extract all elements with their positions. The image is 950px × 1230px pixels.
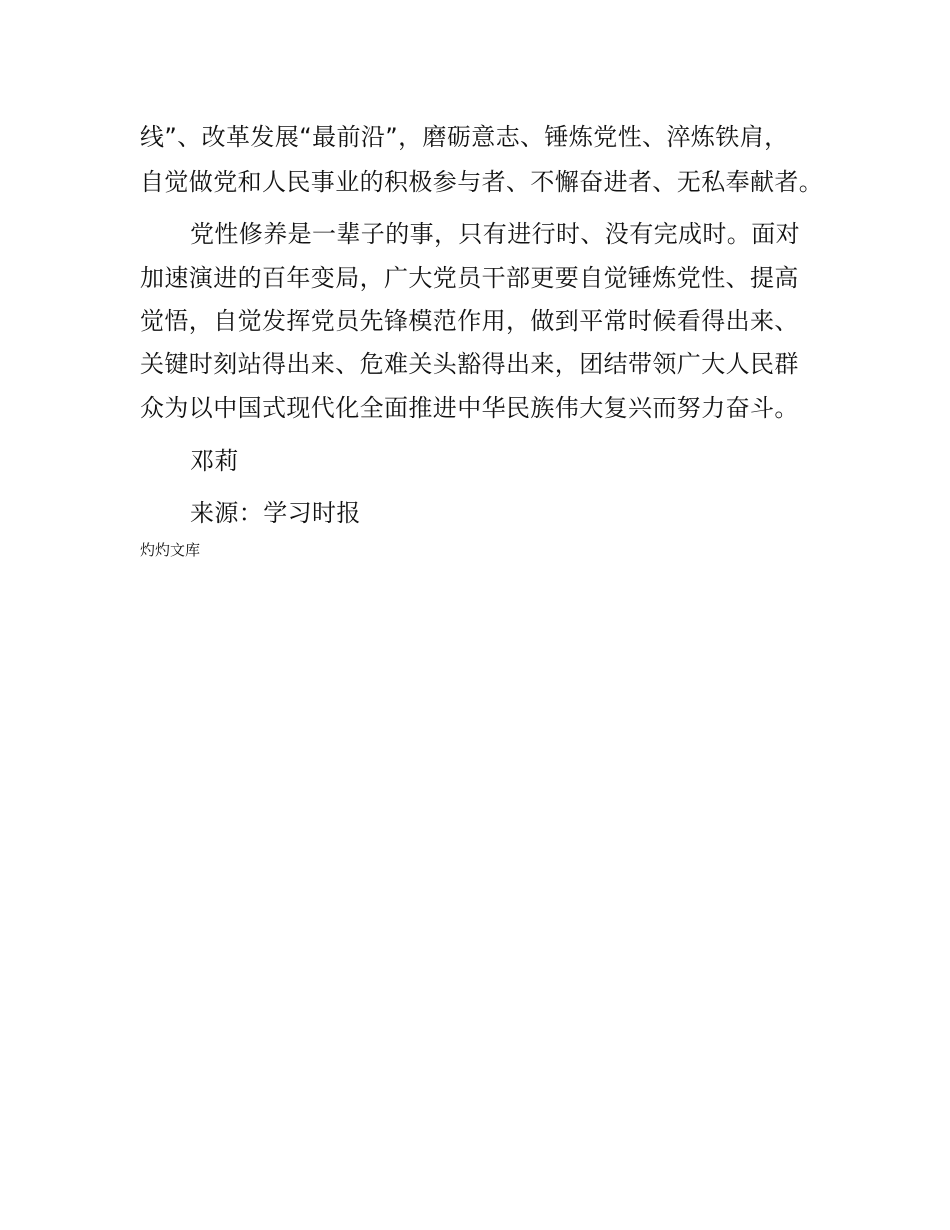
author-name: 邓莉 [190, 447, 239, 475]
paragraph-1-line-2: 自觉做党和人民事业的积极参与者、不懈奋进者、无私奉献者。 [140, 168, 824, 196]
paragraph-2-line-4: 关键时刻站得出来、危难关头豁得出来，团结带领广大人民群 [140, 350, 799, 378]
paragraph-2-line-2: 加速演进的百年变局，广大党员干部更要自觉锤炼党性、提高 [140, 264, 799, 292]
footer-watermark-text: 灼灼文库 [140, 541, 201, 559]
paragraph-1-line-1: 线”、改革发展“最前沿”，磨砺意志、锤炼党性、淬炼铁肩， [140, 123, 789, 151]
paragraph-2-line-5: 众为以中国式现代化全面推进中华民族伟大复兴而努力奋斗。 [140, 394, 799, 422]
paragraph-2-line-1: 党性修养是一辈子的事，只有进行时、没有完成时。面对 [190, 220, 800, 248]
paragraph-2-line-3: 觉悟，自觉发挥党员先锋模范作用，做到平常时候看得出来、 [140, 307, 799, 335]
source-line: 来源：学习时报 [190, 499, 361, 527]
